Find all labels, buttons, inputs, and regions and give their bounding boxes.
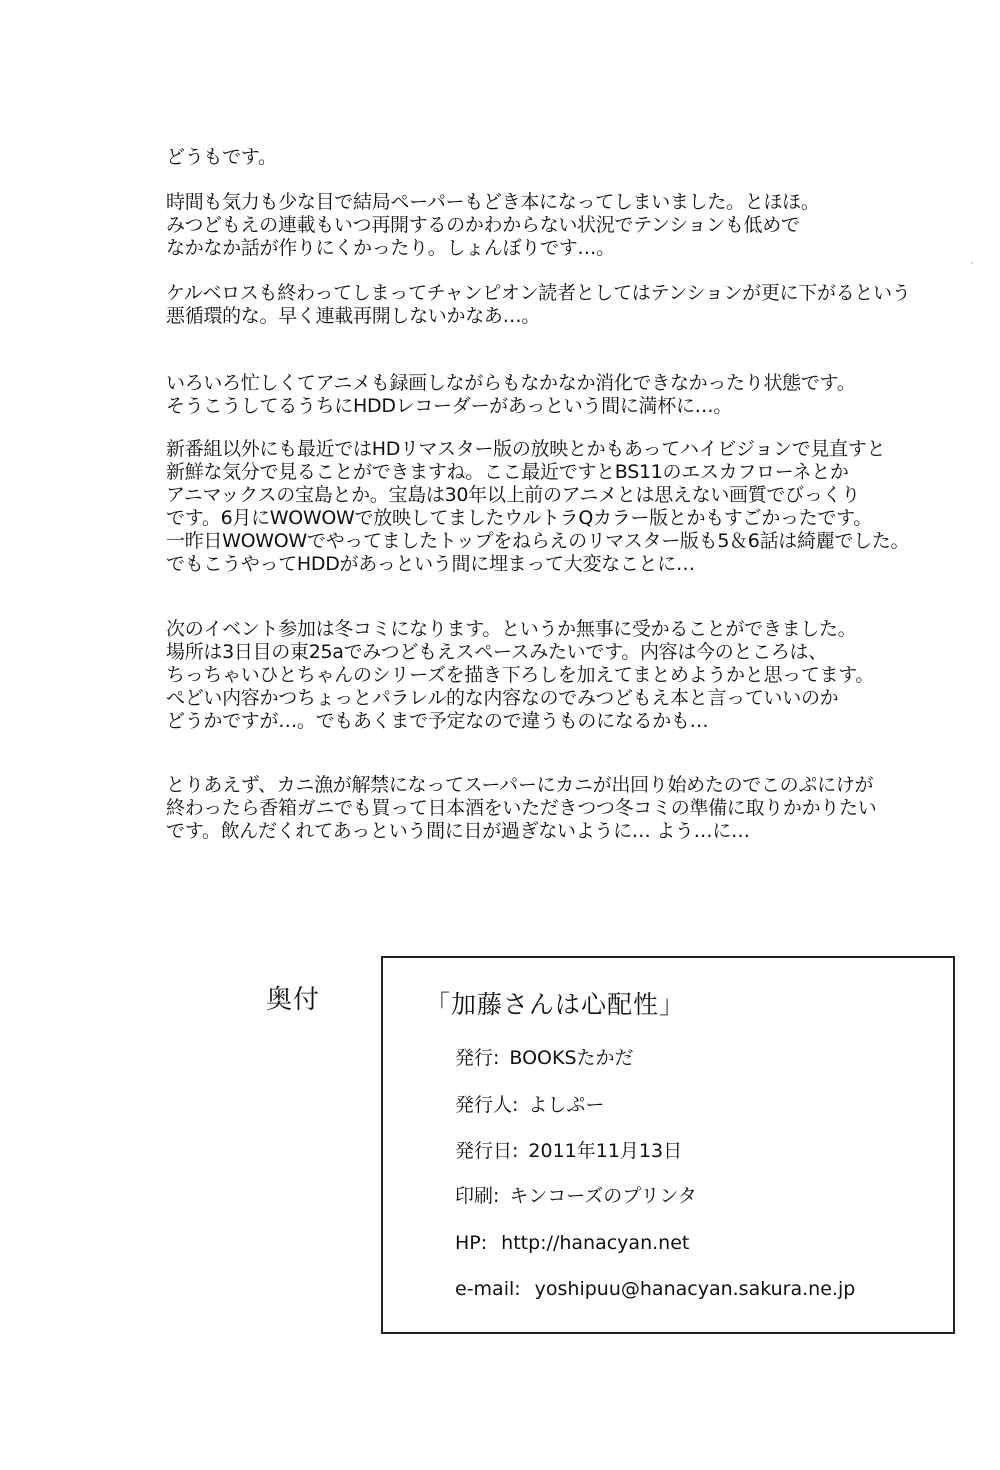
afterword-line: どうかですが…。でもあくまで予定なので違うものになるかも… — [166, 710, 709, 732]
colophon-row-label: 発行人: — [455, 1094, 519, 1116]
scan-speck — [971, 262, 973, 264]
book-title: 「加藤さんは心配性」 — [425, 990, 686, 1019]
afterword-paragraph-7 — [166, 774, 876, 843]
afterword-line: いろいろ忙しくてアニメも録画しながらもなかなか消化できなかったり状態です。 — [166, 372, 856, 394]
afterword-line: どうもです。 — [166, 146, 277, 168]
colophon-row-issuer — [455, 1092, 604, 1118]
colophon-box — [381, 956, 955, 1334]
afterword-line: みつどもえの連載もいつ再開するのかわからない状況でテンションも低めで — [166, 214, 800, 236]
colophon-row-value: よしぷー — [528, 1094, 605, 1116]
afterword-paragraph-1 — [166, 146, 277, 169]
afterword-line: 次のイベント参加は冬コミになります。というか無事に受かることができました。 — [166, 618, 857, 640]
afterword-paragraph-3 — [166, 282, 911, 328]
colophon-row-email — [455, 1276, 855, 1302]
colophon-row-homepage — [455, 1230, 689, 1256]
colophon-label: 奥付 — [266, 985, 321, 1015]
colophon-row-value: http://hanacyan.net — [501, 1232, 690, 1254]
afterword-line: ケルベロスも終わってしまってチャンピオン読者としてはテンションが更に下がるという — [166, 282, 911, 304]
afterword-line: なかなか話が作りにくかったり。しょんぼりです…。 — [166, 237, 615, 259]
afterword-line: でもこうやってHDDがあっという間に埋まって大変なことに… — [166, 553, 695, 575]
afterword-line: 場所は3日目の東25aでみつどもえスペースみたいです。内容は今のところは、 — [166, 641, 827, 663]
afterword-line: 新番組以外にも最近ではHDリマスター版の放映とかもあってハイビジョンで見直すと — [166, 438, 886, 460]
colophon-row-value: 2011年11月13日 — [528, 1140, 683, 1162]
afterword-line: ぺどい内容かつちょっとパラレル的な内容なのでみつどもえ本と言っていいのか — [166, 687, 839, 709]
afterword-paragraph-6 — [166, 618, 874, 733]
afterword-line: です。6月にWOWOWで放映してましたウルトラQカラー版とかもすごかったです。 — [166, 507, 873, 529]
colophon-row-date — [455, 1138, 682, 1164]
colophon-row-value: BOOKSたかだ — [509, 1047, 634, 1069]
colophon-row-label: e-mail: — [455, 1278, 521, 1300]
afterword-paragraph-4 — [166, 372, 855, 418]
colophon-row-label: HP: — [455, 1232, 488, 1254]
colophon-row-publisher — [455, 1045, 634, 1071]
colophon-row-label: 発行: — [455, 1047, 500, 1069]
afterword-paragraph-5 — [166, 438, 909, 576]
afterword-line: とりあえず、カニ漁が解禁になってスーパーにカニが出回り始めたのでこのぷにけが — [166, 774, 874, 796]
colophon-row-value: yoshipuu@hanacyan.sakura.ne.jp — [534, 1278, 856, 1300]
colophon-row-printing — [455, 1183, 697, 1209]
afterword-line: です。飲んだくれてあっという間に日が過ぎないように… よう…に… — [166, 820, 750, 842]
afterword-line: 悪循環的な。早く連載再開しないかなあ…。 — [166, 305, 541, 327]
afterword-line: 新鮮な気分で見ることができますね。ここ最近ですとBS11のエスカフローネとか — [166, 461, 849, 483]
colophon-row-label: 発行日: — [455, 1140, 519, 1162]
afterword-line: 一昨日WOWOWでやってましたトップをねらえのリマスター版も5＆6話は綺麗でした。 — [166, 530, 910, 552]
afterword-paragraph-2 — [166, 191, 820, 260]
afterword-line: 終わったら香箱ガニでも買って日本酒をいただきつつ冬コミの準備に取りかかりたい — [166, 797, 877, 819]
afterword-line: アニマックスの宝島とか。宝島は30年以上前のアニメとは思えない画質でびっくり — [166, 484, 860, 506]
afterword-line: そうこうしてるうちにHDDレコーダーがあっという間に満杯に…。 — [166, 395, 733, 417]
colophon-row-label: 印刷: — [455, 1185, 500, 1207]
afterword-line: ちっちゃいひとちゃんのシリーズを描き下ろしを加えてまとめようかと思ってます。 — [166, 664, 875, 686]
colophon-row-value: キンコーズのプリンタ — [509, 1185, 697, 1207]
afterword-line: 時間も気力も少な目で結局ペーパーもどき本になってしまいました。とほほ。 — [166, 191, 820, 213]
